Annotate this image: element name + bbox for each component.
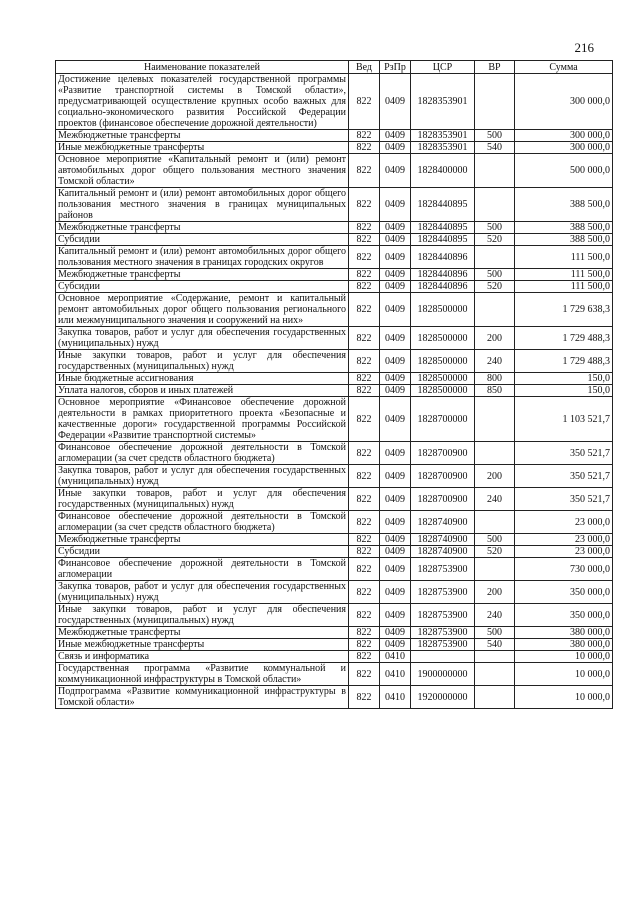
- table-row: [56, 546, 613, 558]
- cell-csr: 1828353901: [411, 130, 475, 142]
- cell-sum: 500 000,0: [515, 154, 613, 188]
- cell-name: Субсидии: [56, 234, 349, 246]
- cell-csr: 1828753900: [411, 581, 475, 604]
- cell-vr: 200: [475, 465, 515, 488]
- cell-sum: 388 500,0: [515, 234, 613, 246]
- cell-ved: 822: [349, 246, 380, 269]
- cell-sum: 23 000,0: [515, 534, 613, 546]
- cell-rzpr: 0409: [380, 350, 411, 373]
- cell-vr: [475, 558, 515, 581]
- cell-rzpr: 0409: [380, 546, 411, 558]
- cell-rzpr: 0409: [380, 639, 411, 651]
- cell-ved: 822: [349, 627, 380, 639]
- cell-vr: [475, 663, 515, 686]
- table-row: [56, 154, 613, 188]
- cell-ved: 822: [349, 385, 380, 397]
- cell-ved: 822: [349, 488, 380, 511]
- cell-sum: 150,0: [515, 385, 613, 397]
- header-name: Наименование показателей: [56, 61, 349, 74]
- cell-rzpr: 0409: [380, 142, 411, 154]
- table-row: [56, 350, 613, 373]
- cell-sum: 388 500,0: [515, 222, 613, 234]
- cell-csr: 1828353901: [411, 142, 475, 154]
- cell-ved: 822: [349, 581, 380, 604]
- cell-ved: 822: [349, 188, 380, 222]
- cell-name: Основное мероприятие «Финансовое обеспечение дорожной деятельности в рамках приоритетного проекта «Безопасные и качественные дороги» государственной программы Российской Федерации «Развитие транспортной системы»: [56, 397, 349, 442]
- cell-csr: 1828753900: [411, 558, 475, 581]
- table-row: [56, 558, 613, 581]
- cell-name: Капитальный ремонт и (или) ремонт автомобильных дорог общего пользования местного значения в границах городских округов: [56, 246, 349, 269]
- cell-name: Иные межбюджетные трансферты: [56, 142, 349, 154]
- cell-csr: [411, 651, 475, 663]
- cell-ved: 822: [349, 373, 380, 385]
- cell-name: Межбюджетные трансферты: [56, 269, 349, 281]
- cell-rzpr: 0409: [380, 442, 411, 465]
- cell-name: Достижение целевых показателей государственной программы «Развитие транспортной системы в Томской области», предусматривающей осуществление крупных особо важных для социально-экономического развития Российской Федерации проектов (финансовое обеспечение дорожной деятельности): [56, 74, 349, 130]
- cell-name: Капитальный ремонт и (или) ремонт автомобильных дорог общего пользования местного значения в границах муниципальных районов: [56, 188, 349, 222]
- cell-csr: 1828440896: [411, 281, 475, 293]
- cell-rzpr: 0409: [380, 269, 411, 281]
- cell-rzpr: 0409: [380, 246, 411, 269]
- cell-sum: 350 000,0: [515, 581, 613, 604]
- cell-rzpr: 0409: [380, 397, 411, 442]
- cell-sum: 1 103 521,7: [515, 397, 613, 442]
- cell-csr: 1828740900: [411, 511, 475, 534]
- cell-rzpr: 0409: [380, 373, 411, 385]
- cell-sum: 300 000,0: [515, 130, 613, 142]
- cell-rzpr: 0409: [380, 222, 411, 234]
- cell-name: Финансовое обеспечение дорожной деятельности в Томской агломерации (за счет средств областного бюджета): [56, 442, 349, 465]
- cell-sum: 380 000,0: [515, 639, 613, 651]
- table-row: [56, 604, 613, 627]
- cell-rzpr: 0409: [380, 385, 411, 397]
- table-row: [56, 663, 613, 686]
- cell-ved: 822: [349, 558, 380, 581]
- cell-vr: [475, 246, 515, 269]
- table-row: [56, 269, 613, 281]
- table-row: [56, 651, 613, 663]
- cell-vr: 500: [475, 534, 515, 546]
- cell-name: Закупка товаров, работ и услуг для обеспечения государственных (муниципальных) нужд: [56, 465, 349, 488]
- cell-vr: 240: [475, 350, 515, 373]
- cell-rzpr: 0409: [380, 154, 411, 188]
- cell-name: Закупка товаров, работ и услуг для обеспечения государственных (муниципальных) нужд: [56, 327, 349, 350]
- cell-sum: 10 000,0: [515, 686, 613, 709]
- cell-name: Государственная программа «Развитие коммунальной и коммуникационной инфраструктуры в Томской области»: [56, 663, 349, 686]
- cell-ved: 822: [349, 74, 380, 130]
- cell-csr: 1828753900: [411, 639, 475, 651]
- cell-csr: 1828700900: [411, 442, 475, 465]
- cell-name: Иные закупки товаров, работ и услуг для обеспечения государственных (муниципальных) нужд: [56, 488, 349, 511]
- cell-vr: [475, 154, 515, 188]
- cell-csr: 1828700900: [411, 465, 475, 488]
- cell-sum: 1 729 488,3: [515, 327, 613, 350]
- cell-vr: [475, 511, 515, 534]
- cell-vr: 800: [475, 373, 515, 385]
- cell-csr: 1828500000: [411, 293, 475, 327]
- cell-rzpr: 0409: [380, 293, 411, 327]
- cell-name: Закупка товаров, работ и услуг для обеспечения государственных (муниципальных) нужд: [56, 581, 349, 604]
- header-rzpr: РзПр: [380, 61, 411, 74]
- cell-vr: 850: [475, 385, 515, 397]
- cell-rzpr: 0409: [380, 534, 411, 546]
- table-row: [56, 511, 613, 534]
- cell-ved: 822: [349, 397, 380, 442]
- cell-sum: 350 521,7: [515, 465, 613, 488]
- cell-name: Субсидии: [56, 546, 349, 558]
- cell-rzpr: 0409: [380, 581, 411, 604]
- cell-name: Уплата налогов, сборов и иных платежей: [56, 385, 349, 397]
- cell-ved: 822: [349, 465, 380, 488]
- table-row: [56, 373, 613, 385]
- cell-name: Иные закупки товаров, работ и услуг для обеспечения государственных (муниципальных) нужд: [56, 350, 349, 373]
- cell-ved: 822: [349, 327, 380, 350]
- cell-sum: 10 000,0: [515, 663, 613, 686]
- cell-ved: 822: [349, 534, 380, 546]
- cell-csr: 1828440895: [411, 222, 475, 234]
- cell-ved: 822: [349, 281, 380, 293]
- cell-rzpr: 0410: [380, 651, 411, 663]
- cell-vr: [475, 397, 515, 442]
- cell-name: Иные бюджетные ассигнования: [56, 373, 349, 385]
- cell-csr: 1828700000: [411, 397, 475, 442]
- cell-vr: 520: [475, 281, 515, 293]
- table-row: [56, 397, 613, 442]
- cell-csr: 1828500000: [411, 373, 475, 385]
- cell-vr: [475, 188, 515, 222]
- cell-csr: 1828753900: [411, 604, 475, 627]
- cell-rzpr: 0410: [380, 686, 411, 709]
- cell-vr: 520: [475, 546, 515, 558]
- header-ved: Вед: [349, 61, 380, 74]
- cell-sum: 300 000,0: [515, 142, 613, 154]
- table-row: [56, 488, 613, 511]
- table-row: [56, 222, 613, 234]
- cell-ved: 822: [349, 293, 380, 327]
- cell-rzpr: 0409: [380, 511, 411, 534]
- page-number: 216: [574, 40, 594, 55]
- cell-name: Иные закупки товаров, работ и услуг для обеспечения государственных (муниципальных) нужд: [56, 604, 349, 627]
- header-vr: ВР: [475, 61, 515, 74]
- cell-vr: 520: [475, 234, 515, 246]
- table-row: [56, 442, 613, 465]
- table-row: [56, 327, 613, 350]
- cell-name: Межбюджетные трансферты: [56, 627, 349, 639]
- cell-sum: 111 500,0: [515, 246, 613, 269]
- cell-sum: 150,0: [515, 373, 613, 385]
- cell-rzpr: 0409: [380, 188, 411, 222]
- table-row: [56, 639, 613, 651]
- cell-vr: 240: [475, 604, 515, 627]
- cell-ved: 822: [349, 350, 380, 373]
- table-row: [56, 627, 613, 639]
- cell-sum: 350 521,7: [515, 488, 613, 511]
- cell-csr: 1828353901: [411, 74, 475, 130]
- header-sum: Сумма: [515, 61, 613, 74]
- cell-name: Межбюджетные трансферты: [56, 534, 349, 546]
- cell-rzpr: 0409: [380, 488, 411, 511]
- cell-sum: 388 500,0: [515, 188, 613, 222]
- table-row: [56, 581, 613, 604]
- table-row: [56, 142, 613, 154]
- cell-sum: 111 500,0: [515, 281, 613, 293]
- cell-name: Межбюджетные трансферты: [56, 222, 349, 234]
- cell-ved: 822: [349, 154, 380, 188]
- table-row: [56, 686, 613, 709]
- cell-sum: 111 500,0: [515, 269, 613, 281]
- budget-table: [55, 60, 613, 709]
- cell-csr: 1828440895: [411, 188, 475, 222]
- table-row: [56, 465, 613, 488]
- cell-sum: 350 000,0: [515, 604, 613, 627]
- cell-name: Иные межбюджетные трансферты: [56, 639, 349, 651]
- cell-ved: 822: [349, 234, 380, 246]
- cell-rzpr: 0409: [380, 465, 411, 488]
- cell-vr: [475, 74, 515, 130]
- cell-name: Основное мероприятие «Капитальный ремонт и (или) ремонт автомобильных дорог общего пользования местного значения Томской области»: [56, 154, 349, 188]
- cell-sum: 730 000,0: [515, 558, 613, 581]
- cell-rzpr: 0409: [380, 281, 411, 293]
- table-row: [56, 534, 613, 546]
- cell-name: Финансовое обеспечение дорожной деятельности в Томской агломерации (за счет средств областного бюджета): [56, 511, 349, 534]
- cell-ved: 822: [349, 130, 380, 142]
- table-row: [56, 246, 613, 269]
- cell-ved: 822: [349, 142, 380, 154]
- cell-name: Субсидии: [56, 281, 349, 293]
- cell-vr: 500: [475, 222, 515, 234]
- cell-csr: 1828700900: [411, 488, 475, 511]
- cell-name: Межбюджетные трансферты: [56, 130, 349, 142]
- table-header-row: [56, 61, 613, 74]
- cell-ved: 822: [349, 269, 380, 281]
- cell-ved: 822: [349, 546, 380, 558]
- table-row: [56, 293, 613, 327]
- cell-csr: 1828400000: [411, 154, 475, 188]
- cell-vr: 540: [475, 639, 515, 651]
- cell-vr: [475, 686, 515, 709]
- cell-sum: 1 729 638,3: [515, 293, 613, 327]
- cell-sum: 1 729 488,3: [515, 350, 613, 373]
- table-row: [56, 74, 613, 130]
- cell-name: Основное мероприятие «Содержание, ремонт и капитальный ремонт автомобильных дорог общего пользования регионального или межмуниципального значения и сооружений на них»: [56, 293, 349, 327]
- table-row: [56, 188, 613, 222]
- cell-rzpr: 0409: [380, 234, 411, 246]
- cell-ved: 822: [349, 651, 380, 663]
- cell-ved: 822: [349, 511, 380, 534]
- cell-name: Связь и информатика: [56, 651, 349, 663]
- cell-ved: 822: [349, 604, 380, 627]
- cell-name: Подпрограмма «Развитие коммуникационной инфраструктуры в Томской области»: [56, 686, 349, 709]
- cell-sum: 380 000,0: [515, 627, 613, 639]
- table-row: [56, 234, 613, 246]
- cell-name: Финансовое обеспечение дорожной деятельности в Томской агломерации: [56, 558, 349, 581]
- cell-csr: 1828740900: [411, 546, 475, 558]
- cell-vr: 500: [475, 627, 515, 639]
- cell-ved: 822: [349, 639, 380, 651]
- cell-rzpr: 0409: [380, 604, 411, 627]
- cell-csr: 1900000000: [411, 663, 475, 686]
- table-row: [56, 385, 613, 397]
- cell-csr: 1828440896: [411, 246, 475, 269]
- table-row: [56, 281, 613, 293]
- cell-vr: [475, 293, 515, 327]
- cell-sum: 350 521,7: [515, 442, 613, 465]
- cell-csr: 1828440896: [411, 269, 475, 281]
- cell-ved: 822: [349, 442, 380, 465]
- cell-vr: 200: [475, 327, 515, 350]
- cell-sum: 300 000,0: [515, 74, 613, 130]
- cell-csr: 1828500000: [411, 350, 475, 373]
- cell-rzpr: 0409: [380, 130, 411, 142]
- cell-vr: [475, 651, 515, 663]
- cell-vr: [475, 442, 515, 465]
- cell-csr: 1920000000: [411, 686, 475, 709]
- cell-vr: 500: [475, 130, 515, 142]
- cell-sum: 10 000,0: [515, 651, 613, 663]
- cell-vr: 240: [475, 488, 515, 511]
- cell-csr: 1828740900: [411, 534, 475, 546]
- cell-ved: 822: [349, 222, 380, 234]
- header-csr: ЦСР: [411, 61, 475, 74]
- cell-vr: 200: [475, 581, 515, 604]
- cell-rzpr: 0410: [380, 663, 411, 686]
- table-row: [56, 130, 613, 142]
- cell-rzpr: 0409: [380, 558, 411, 581]
- cell-csr: 1828500000: [411, 327, 475, 350]
- cell-rzpr: 0409: [380, 74, 411, 130]
- cell-ved: 822: [349, 686, 380, 709]
- cell-csr: 1828440895: [411, 234, 475, 246]
- cell-ved: 822: [349, 663, 380, 686]
- cell-rzpr: 0409: [380, 327, 411, 350]
- cell-csr: 1828753900: [411, 627, 475, 639]
- cell-vr: 500: [475, 269, 515, 281]
- cell-csr: 1828500000: [411, 385, 475, 397]
- cell-rzpr: 0409: [380, 627, 411, 639]
- cell-vr: 540: [475, 142, 515, 154]
- cell-sum: 23 000,0: [515, 546, 613, 558]
- cell-sum: 23 000,0: [515, 511, 613, 534]
